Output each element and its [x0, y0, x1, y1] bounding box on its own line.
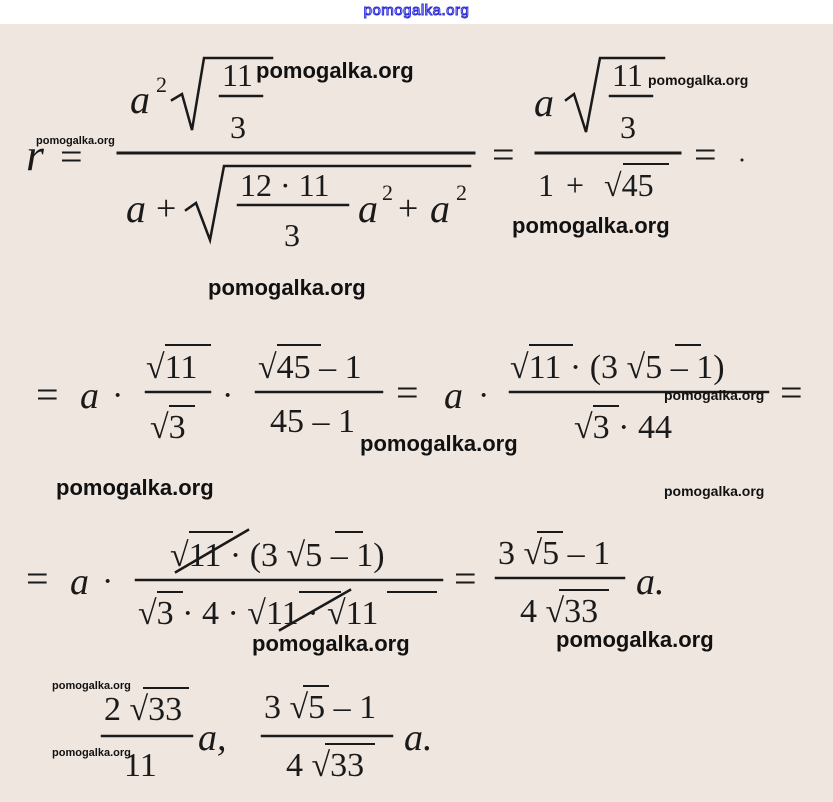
number: 3	[230, 109, 246, 145]
denominator-expression: √3 · 4 · √11 · √11	[138, 595, 379, 632]
product-expression: 12 · 11	[240, 167, 330, 203]
numerator-expression: √11 · (3 √5 – 1)	[510, 349, 725, 386]
var-a: a	[444, 375, 463, 417]
result-variable: a.	[636, 561, 665, 603]
number: 11	[222, 57, 253, 93]
equals-sign: =	[454, 556, 477, 601]
equals-sign: =	[694, 132, 717, 177]
watermark: pomogalka.org	[208, 275, 366, 300]
denominator-expression: √3 · 44	[574, 409, 672, 446]
exponent: 2	[456, 180, 467, 205]
number: 1	[538, 167, 554, 203]
equals-sign: =	[36, 372, 59, 417]
var-a: a	[534, 80, 554, 125]
plus-sign: +	[566, 167, 585, 203]
result-numerator: 3 √5 – 1	[498, 535, 611, 572]
equals-sign: =	[780, 370, 803, 415]
answer-numerator: 2 √33	[104, 691, 183, 728]
exponent: 2	[382, 180, 393, 205]
denominator-expression: 45 – 1	[270, 403, 355, 440]
watermark: pomogalka.org	[664, 483, 765, 499]
answer-variable: a.	[404, 717, 433, 759]
answer-denominator: 4 √33	[286, 747, 365, 784]
numerator-expression: √11 · (3 √5 – 1)	[170, 537, 385, 574]
watermark: pomogalka.org	[252, 631, 410, 656]
var-a: a	[80, 375, 99, 417]
number: 3	[620, 109, 636, 145]
equals-sign: =	[60, 134, 83, 179]
var-a: a	[358, 186, 378, 231]
top-bar	[0, 0, 833, 24]
var-a: a	[430, 186, 450, 231]
stray-mark	[741, 159, 744, 162]
watermark: pomogalka.org	[56, 475, 214, 500]
var-a: a	[126, 186, 146, 231]
number: 11	[612, 57, 643, 93]
equals-sign: =	[492, 132, 515, 177]
dot-operator: ·	[478, 377, 490, 414]
answer-variable: a,	[198, 717, 227, 759]
var-a: a	[70, 561, 89, 603]
equals-sign: =	[26, 556, 49, 601]
watermark: pomogalka.org	[360, 431, 518, 456]
answer-numerator: 3 √5 – 1	[264, 689, 377, 726]
sqrt-expression: √45	[604, 167, 654, 203]
answer-denominator: 11	[124, 747, 157, 784]
dot-operator: ·	[102, 563, 114, 600]
dot-operator: ·	[112, 377, 124, 414]
watermark: pomogalka.org	[52, 747, 131, 759]
result-denominator: 4 √33	[520, 593, 599, 630]
watermark: pomogalka.org	[664, 387, 765, 403]
watermark: pomogalka.org	[512, 213, 670, 238]
exponent: 2	[156, 72, 167, 97]
r-symbol: r	[26, 129, 44, 180]
watermark: pomogalka.org	[648, 72, 749, 88]
dot-operator: ·	[222, 377, 234, 414]
plus-sign: +	[398, 188, 419, 228]
watermark: pomogalka.org	[556, 627, 714, 652]
var-a: a	[130, 77, 150, 122]
sqrt-expression: √11	[146, 349, 198, 386]
equals-sign: =	[396, 370, 419, 415]
watermark: pomogalka.org	[36, 135, 115, 147]
number: 3	[284, 217, 300, 253]
site-link[interactable]: pomogalka.org	[363, 2, 470, 19]
sqrt-expression: √3	[150, 409, 186, 446]
plus-sign: +	[156, 188, 177, 228]
watermark: pomogalka.org	[52, 680, 131, 692]
watermark: pomogalka.org	[256, 58, 414, 83]
scanned-page	[0, 24, 833, 802]
numerator-expression: √45 – 1	[258, 349, 362, 386]
